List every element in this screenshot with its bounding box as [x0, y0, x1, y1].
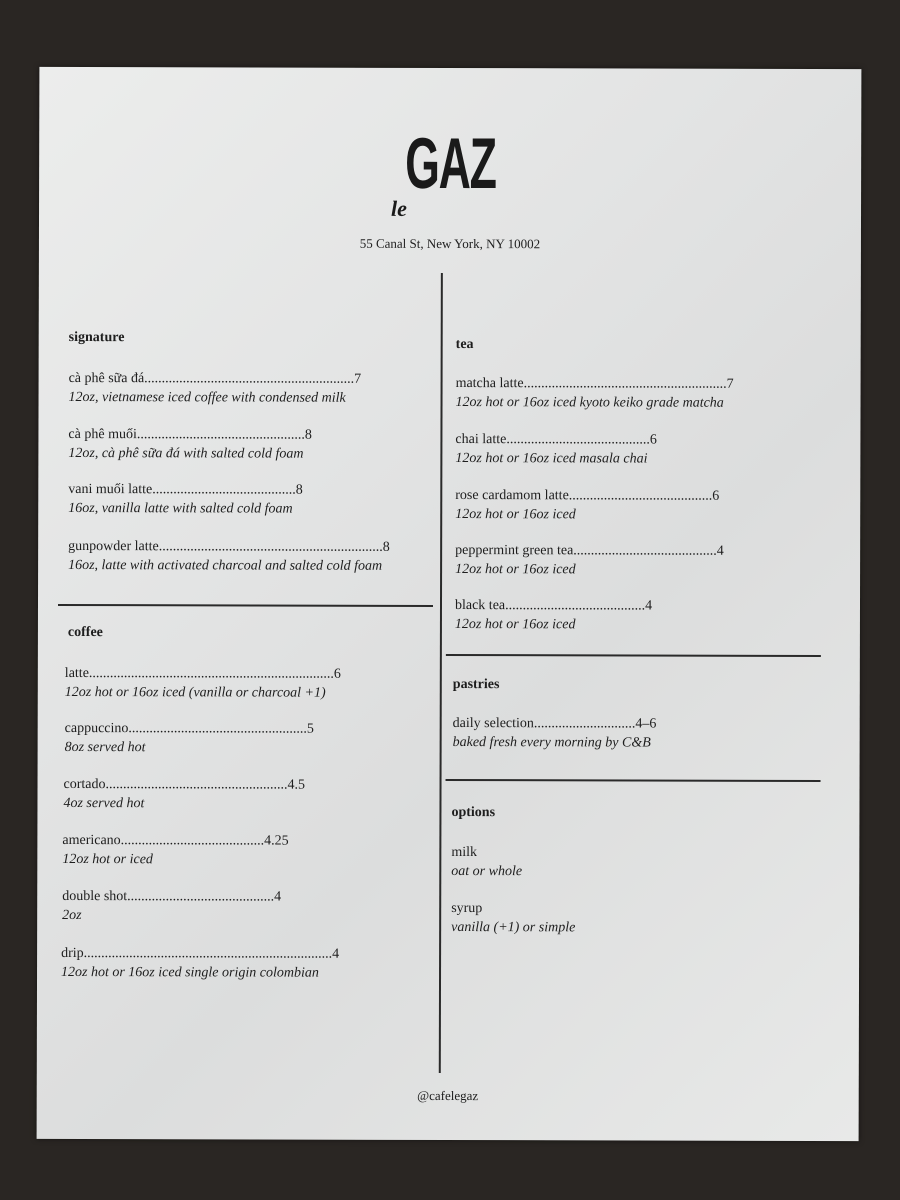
section-divider-tea-pastries [446, 654, 821, 656]
address: 55 Canal St, New York, NY 10002 [359, 235, 541, 252]
menu-item-desc: 12oz hot or 16oz iced kyoto keiko grade matcha [455, 395, 724, 411]
option-desc: vanilla (+1) or simple [451, 920, 576, 936]
menu-item-desc: 8oz served hot [64, 739, 146, 756]
section-title-signature: signature [68, 330, 125, 346]
menu-item-desc: 12oz hot or 16oz iced [455, 562, 576, 578]
menu-item-double-shot [62, 887, 281, 926]
menu-item-name: daily selection.............................4–6 [452, 716, 657, 732]
option-name: syrup [451, 901, 483, 917]
option-desc: oat or whole [451, 864, 523, 880]
menu-item-desc: 12oz hot or 16oz iced (vanilla or charcoal +1) [64, 684, 326, 701]
menu-item-name: rose cardamom latte.........................................6 [455, 488, 720, 504]
logo [391, 123, 501, 238]
menu-item-desc: 4oz served hot [63, 795, 145, 812]
menu-item-drip [61, 944, 339, 983]
menu-paper [37, 67, 862, 1141]
logo-main-text: GAZ [405, 123, 496, 205]
menu-item-daily-selection [453, 714, 657, 753]
menu-item-name: latte......................................................................6 [64, 665, 341, 682]
menu-item-desc: 12oz, vietnamese iced coffee with condensed milk [68, 390, 346, 406]
section-divider-signature-coffee [58, 604, 433, 606]
menu-item-desc: 12oz hot or 16oz iced [454, 617, 576, 633]
menu-item-ca-phe-muoi [68, 425, 312, 464]
option-name: milk [451, 845, 478, 861]
menu-item-desc: 12oz hot or 16oz iced [455, 507, 576, 523]
menu-item-desc: 12oz hot or 16oz iced single origin colombian [61, 964, 319, 981]
menu-item-desc: baked fresh every morning by C&B [452, 735, 651, 751]
menu-item-name: double shot..........................................4 [62, 888, 282, 905]
menu-item-latte [65, 664, 341, 703]
menu-item-rose-cardamom-latte [455, 486, 719, 525]
menu-item-cappuccino [65, 719, 314, 758]
menu-item-vani-muoi-latte [68, 480, 303, 519]
menu-item-name: americano.........................................4.25 [62, 832, 289, 849]
menu-item-chai-latte [455, 430, 657, 469]
menu-item-desc: 16oz, latte with activated charcoal and salted cold foam [68, 558, 383, 574]
menu-item-name: drip.......................................................................4 [61, 945, 340, 962]
menu-item-name: cortado....................................................4.5 [63, 776, 306, 793]
section-title-tea: tea [455, 337, 474, 353]
menu-item-matcha-latte [456, 374, 734, 413]
section-title-options: options [451, 805, 496, 821]
social-handle: @cafelegaz [417, 1087, 479, 1104]
menu-item-ca-phe-sua-da [69, 369, 362, 408]
menu-item-cortado [63, 775, 305, 814]
menu-item-name: cappuccino...................................................5 [64, 720, 314, 737]
section-title-pastries: pastries [452, 677, 500, 693]
menu-item-name: cà phê muối................................................8 [68, 427, 312, 443]
logo-prefix-text: le [391, 195, 407, 221]
menu-item-name: matcha latte..........................................................7 [455, 376, 734, 392]
menu-item-desc: 2oz [62, 907, 82, 924]
menu-item-desc: 12oz hot or 16oz iced masala chai [455, 451, 648, 467]
menu-item-name: cà phê sữa đá............................................................7 [68, 371, 362, 387]
menu-item-name: chai latte.........................................6 [455, 432, 657, 448]
option-syrup [451, 899, 575, 937]
option-milk [451, 843, 522, 881]
column-divider [439, 273, 443, 1073]
menu-item-desc: 12oz, cà phê sữa đá with salted cold foam [68, 446, 304, 462]
menu-item-name: black tea........................................4 [454, 598, 653, 614]
section-divider-pastries-options [446, 779, 821, 781]
menu-item-desc: 12oz hot or iced [62, 851, 153, 868]
menu-item-name: peppermint green tea.........................................4 [455, 543, 724, 559]
menu-item-name: gunpowder latte................................................................8 [68, 539, 390, 555]
menu-item-gunpowder-latte [68, 537, 390, 576]
menu-item-desc: 16oz, vanilla latte with salted cold foam [68, 501, 293, 517]
menu-item-peppermint-green-tea [455, 541, 724, 580]
menu-item-black-tea [455, 596, 652, 635]
menu-item-name: vani muối latte.........................................8 [68, 482, 303, 498]
section-title-coffee: coffee [67, 625, 103, 641]
menu-item-americano [62, 831, 288, 870]
